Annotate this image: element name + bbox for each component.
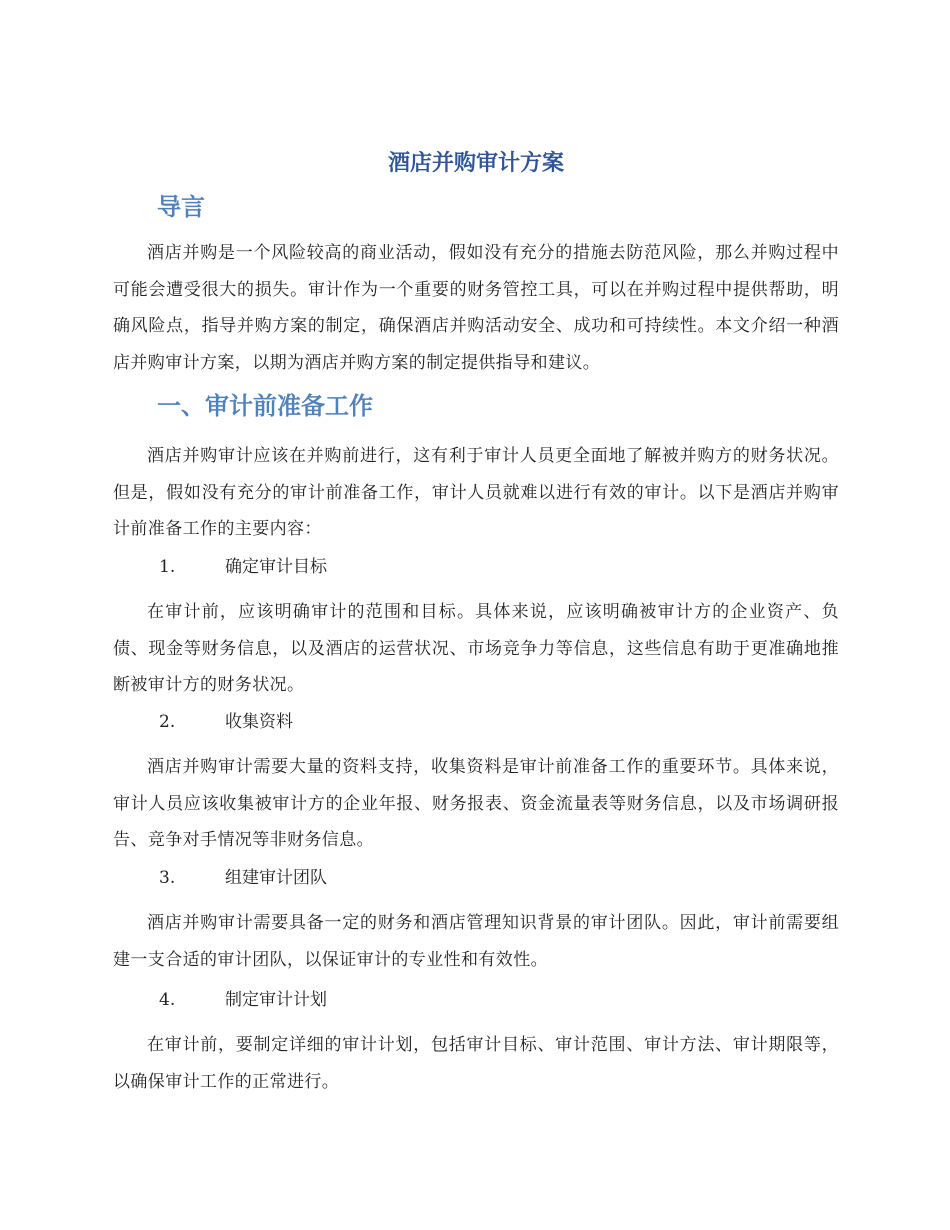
intro-paragraph: 酒店并购是一个风险较高的商业活动，假如没有充分的措施去防范风险，那么并购过程中可能会遭受很大的损失。审计作为一个重要的财务管控工具，可以在并购过程中提供帮助，明确风险点，指导并购方案的制定，确保酒店并购活动安全、成功和可持续性。本文介绍一种酒店并购审计方案，以期为酒店并购方案的制定提供指导和建议。 <box>113 243 839 373</box>
list-item-number: 3. <box>159 868 176 888</box>
list-item-number: 2. <box>159 712 176 732</box>
list-item-4-paragraph: 在审计前，要制定详细的审计计划，包括审计目标、审计范围、审计方法、审计期限等，以确保审计工作的正常进行。 <box>113 1035 839 1092</box>
list-item-2 <box>159 707 293 737</box>
list-item-3-paragraph: 酒店并购审计需要具备一定的财务和酒店管理知识背景的审计团队。因此，审计前需要组建一支合适的审计团队，以保证审计的专业性和有效性。 <box>113 913 839 970</box>
list-item-2-paragraph: 酒店并购审计需要大量的资料支持，收集资料是审计前准备工作的重要环节。具体来说，审计人员应该收集被审计方的企业年报、财务报表、资金流量表等财务信息，以及市场调研报告、竞争对手情况等非财务信息。 <box>113 757 839 850</box>
intro-heading: 导言 <box>157 193 205 221</box>
list-item-label: 组建审计团队 <box>225 868 327 888</box>
list-item-number: 4. <box>159 990 176 1010</box>
list-item-1 <box>159 552 327 582</box>
document-title: 酒店并购审计方案 <box>387 151 564 176</box>
list-item-label: 制定审计计划 <box>225 990 327 1010</box>
section-1-paragraph: 酒店并购审计应该在并购前进行，这有利于审计人员更全面地了解被并购方的财务状况。但是，假如没有充分的审计前准备工作，审计人员就难以进行有效的审计。以下是酒店并购审计前准备工作的主要内容： <box>113 446 839 539</box>
section-1-heading: 一、审计前准备工作 <box>157 392 373 420</box>
list-item-4 <box>159 985 327 1015</box>
list-item-label: 确定审计目标 <box>225 557 327 577</box>
list-item-1-paragraph: 在审计前，应该明确审计的范围和目标。具体来说，应该明确被审计方的企业资产、负债、现金等财务信息，以及酒店的运营状况、市场竞争力等信息，这些信息有助于更准确地推断被审计方的财务状况。 <box>113 602 839 695</box>
list-item-label: 收集资料 <box>225 712 293 732</box>
list-item-3 <box>159 863 327 893</box>
list-item-number: 1. <box>159 557 176 577</box>
